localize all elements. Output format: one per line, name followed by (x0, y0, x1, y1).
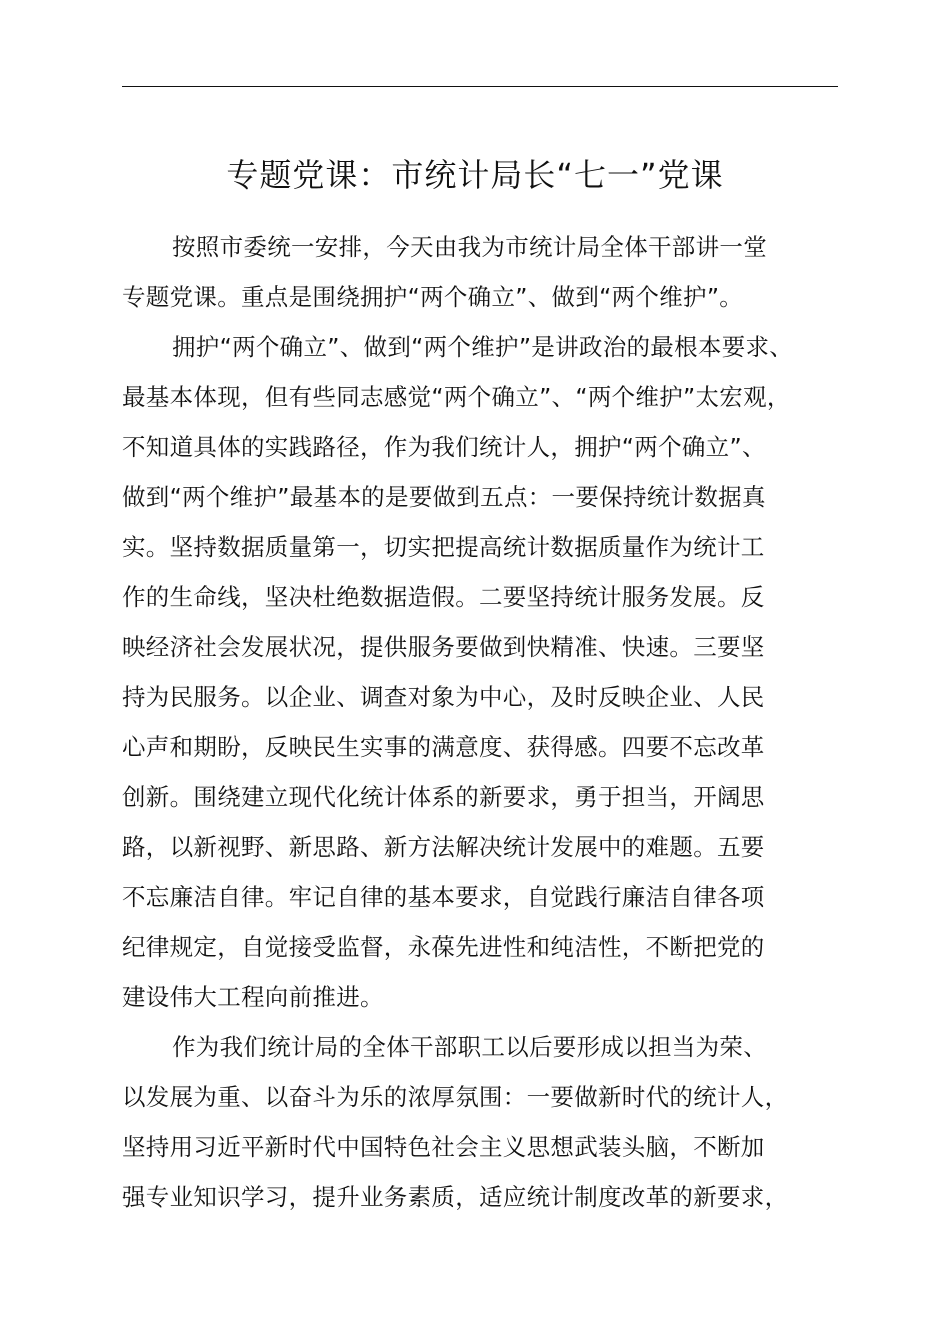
text-line: 最基本体现，但有些同志感觉“两个确立”、“两个维护”太宏观， (122, 383, 791, 411)
header-rule (122, 86, 838, 87)
text-line: 拥护“两个确立”、做到“两个维护”是讲政治的最根本要求、 (172, 333, 794, 361)
text-line: 作的生命线，坚决杜绝数据造假。二要坚持统计服务发展。反 (122, 583, 765, 611)
text-line: 建设伟大工程向前推进。 (122, 983, 384, 1011)
text-line: 实。坚持数据质量第一，切实把提高统计数据质量作为统计工 (122, 533, 765, 561)
paragraph-3 (122, 1022, 862, 1222)
paragraph-1 (122, 222, 862, 322)
text-line: 纪律规定，自觉接受监督，永葆先进性和纯洁性，不断把党的 (122, 933, 765, 961)
document-body (122, 222, 862, 1222)
text-line: 坚持用习近平新时代中国特色社会主义思想武装头脑，不断加 (122, 1133, 765, 1161)
text-line: 映经济社会发展状况，提供服务要做到快精准、快速。三要坚 (122, 633, 765, 661)
text-line: 心声和期盼，反映民生实事的满意度、获得感。四要不忘改革 (122, 733, 765, 761)
text-line: 路，以新视野、新思路、新方法解决统计发展中的难题。五要 (122, 833, 765, 861)
text-line: 强专业知识学习，提升业务素质，适应统计制度改革的新要求， (122, 1183, 789, 1211)
paragraph-2 (122, 322, 862, 1022)
text-line: 不知道具体的实践路径，作为我们统计人，拥护“两个确立”、 (122, 433, 766, 461)
text-line: 做到“两个维护”最基本的是要做到五点：一要保持统计数据真 (122, 483, 766, 511)
text-line: 不忘廉洁自律。牢记自律的基本要求，自觉践行廉洁自律各项 (122, 883, 765, 911)
text-line: 专题党课。重点是围绕拥护“两个确立”、做到“两个维护”。 (122, 283, 744, 311)
text-line: 作为我们统计局的全体干部职工以后要形成以担当为荣、 (172, 1033, 767, 1061)
document-title: 专题党课：市统计局长“七一”党课 (226, 156, 724, 194)
text-line: 以发展为重、以奋斗为乐的浓厚氛围：一要做新时代的统计人， (122, 1083, 789, 1111)
text-line: 创新。围绕建立现代化统计体系的新要求，勇于担当，开阔思 (122, 783, 765, 811)
text-line: 按照市委统一安排，今天由我为市统计局全体干部讲一堂 (172, 233, 767, 261)
text-line: 持为民服务。以企业、调查对象为中心，及时反映企业、人民 (122, 683, 765, 711)
